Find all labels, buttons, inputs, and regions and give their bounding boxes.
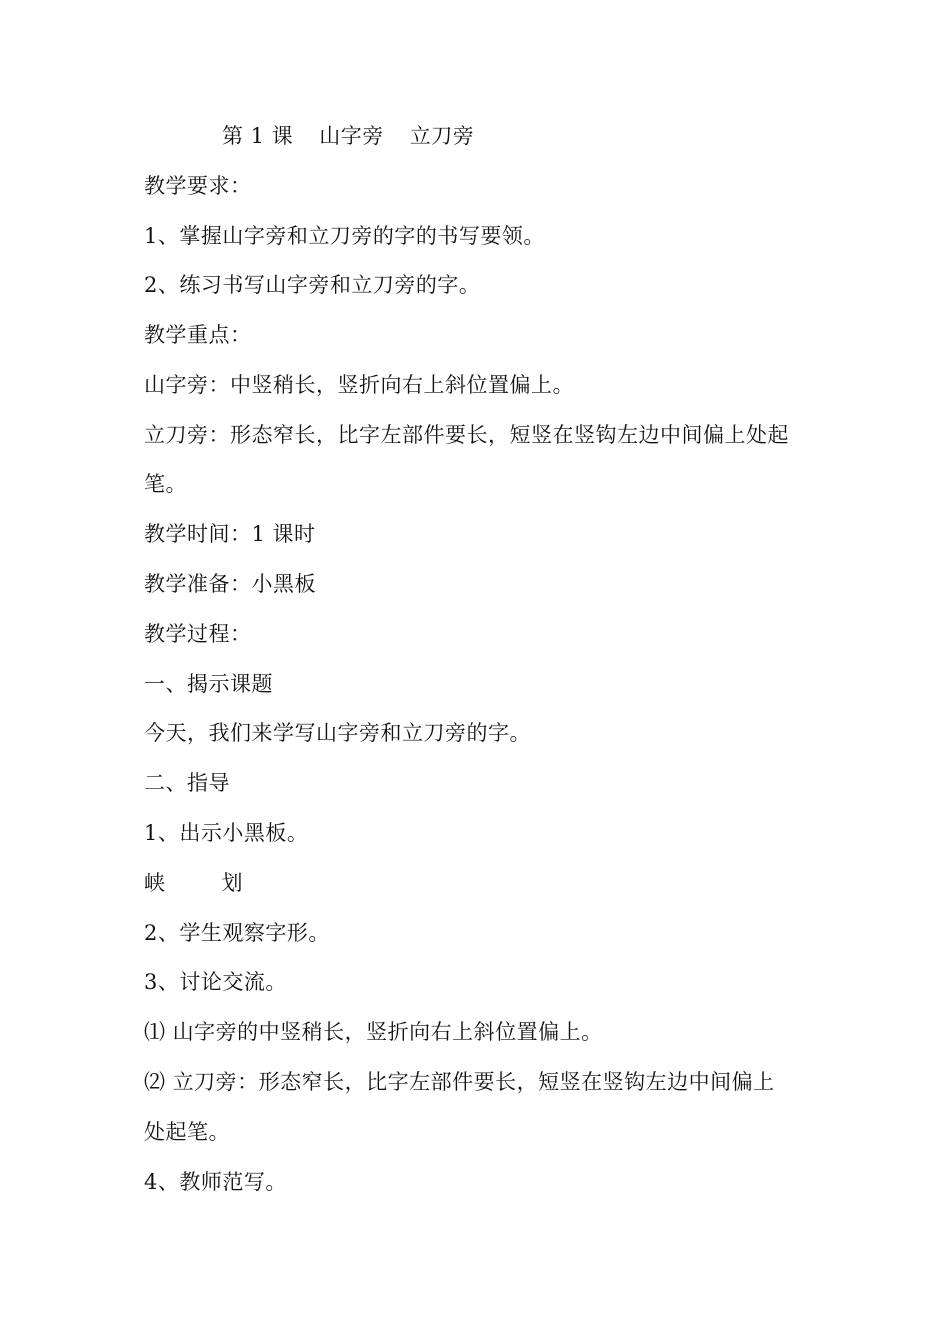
guide-item-3: 3、讨论交流。 bbox=[144, 970, 287, 994]
key-point-dao-continued: 笔。 bbox=[144, 472, 187, 496]
discussion-point-2: ⑵ 立刀旁：形态窄长，比字左部件要长，短竖在竖钩左边中间偏上 bbox=[144, 1070, 775, 1094]
teaching-time: 教学时间：1 课时 bbox=[144, 522, 316, 546]
step-1-text: 今天，我们来学写山字旁和立刀旁的字。 bbox=[144, 721, 531, 745]
lesson-title bbox=[222, 122, 474, 150]
teaching-preparation: 教学准备：小黑板 bbox=[144, 572, 316, 596]
discussion-point-1: ⑴ 山字旁的中竖稍长，竖折向右上斜位置偏上。 bbox=[144, 1020, 603, 1044]
guide-item-4: 4、教师范写。 bbox=[144, 1170, 287, 1194]
guide-item-2: 2、学生观察字形。 bbox=[144, 921, 330, 945]
guide-item-1: 1、出示小黑板。 bbox=[144, 821, 309, 845]
title-shan-radical: 山字旁 bbox=[319, 124, 384, 148]
heading-requirements: 教学要求： bbox=[144, 174, 252, 198]
lesson-number: 第 1 课 bbox=[222, 124, 294, 148]
example-char-hua: 划 bbox=[221, 871, 243, 895]
step-1-heading: 一、揭示课题 bbox=[144, 672, 273, 696]
discussion-point-2-continued: 处起笔。 bbox=[144, 1120, 230, 1144]
heading-key-points: 教学重点： bbox=[144, 323, 252, 347]
example-characters bbox=[144, 869, 243, 897]
key-point-shan: 山字旁：中竖稍长，竖折向右上斜位置偏上。 bbox=[144, 373, 574, 397]
key-point-dao: 立刀旁：形态窄长，比字左部件要长，短竖在竖钩左边中间偏上处起 bbox=[144, 423, 789, 447]
example-char-xia: 峡 bbox=[144, 871, 166, 895]
heading-process: 教学过程： bbox=[144, 622, 252, 646]
title-dao-radical: 立刀旁 bbox=[409, 124, 475, 148]
step-2-heading: 二、指导 bbox=[144, 771, 230, 795]
requirement-1: 1、掌握山字旁和立刀旁的字的书写要领。 bbox=[144, 224, 545, 248]
requirement-2: 2、练习书写山字旁和立刀旁的字。 bbox=[144, 273, 481, 297]
